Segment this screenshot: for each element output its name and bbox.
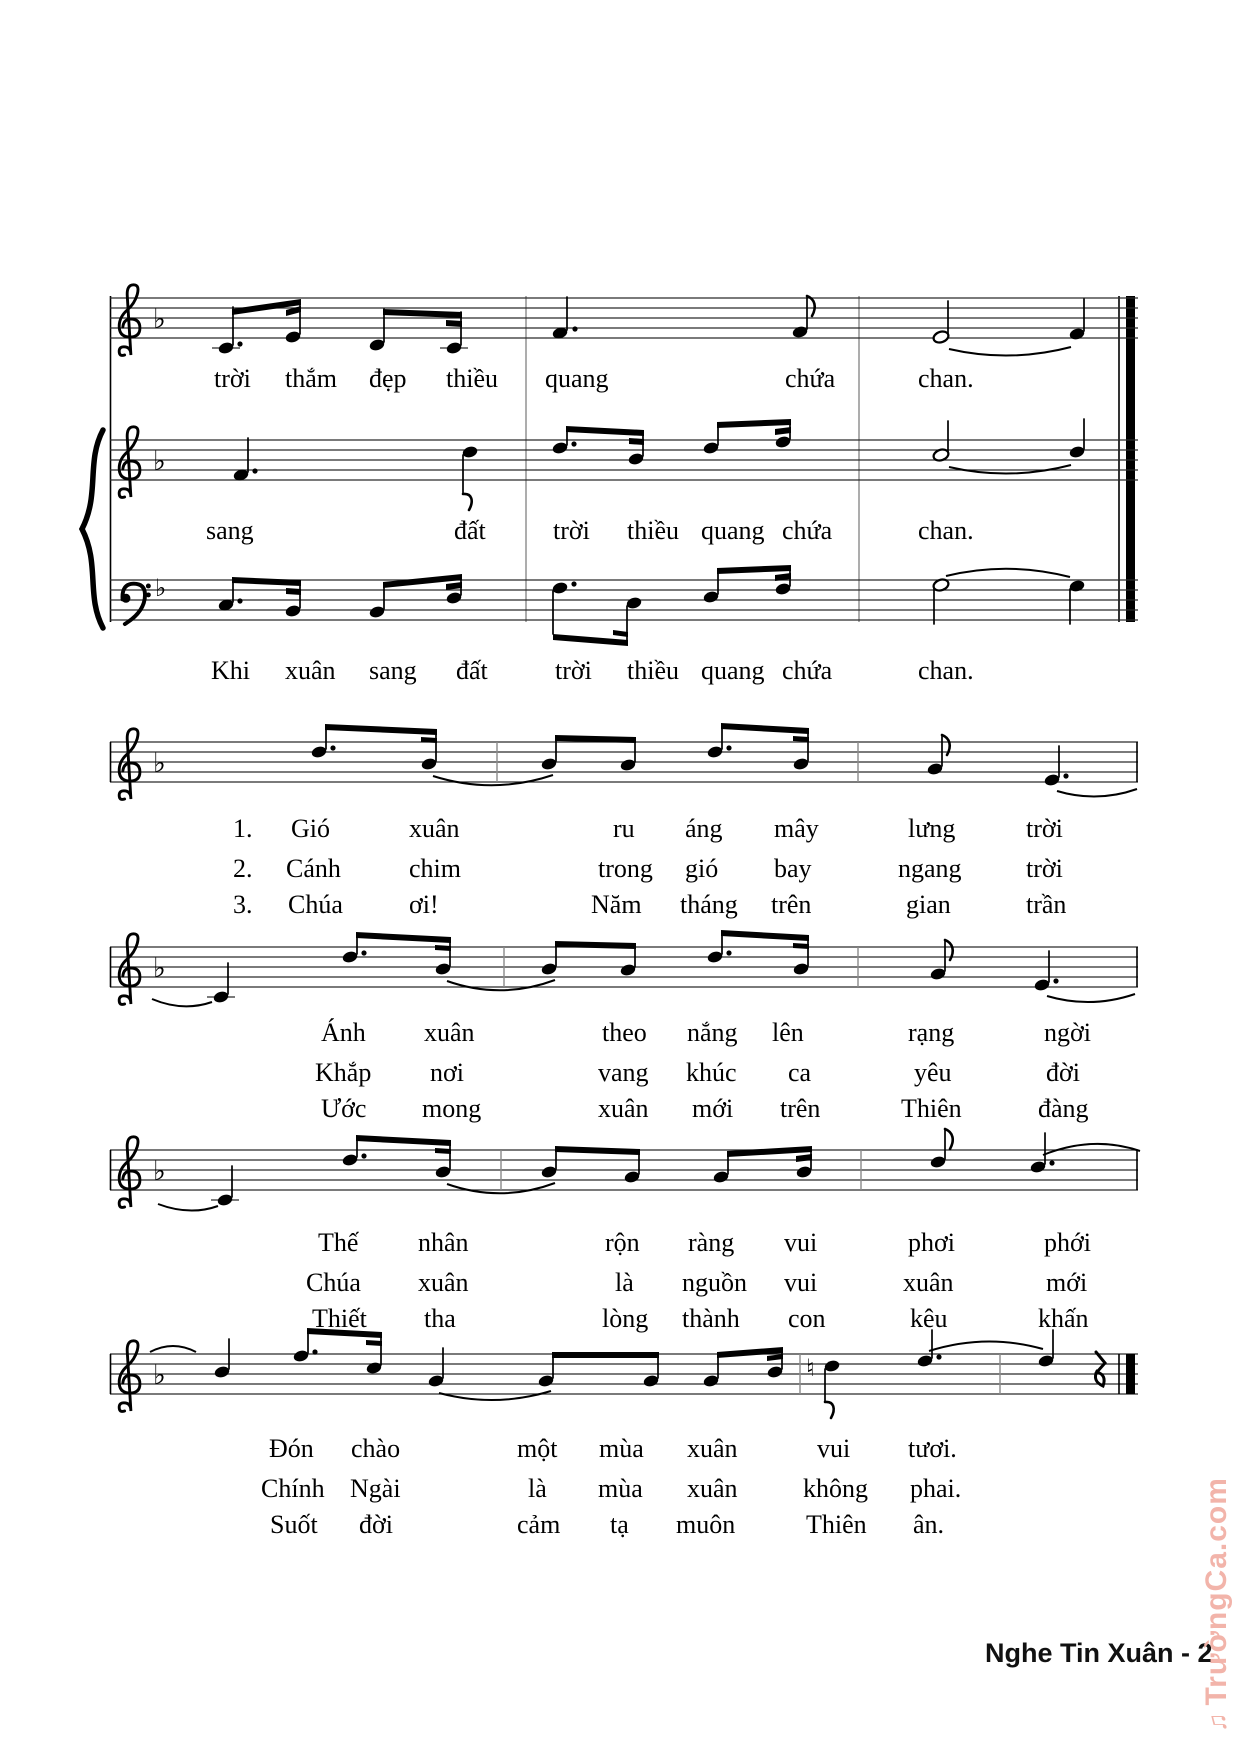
flat-sign-icon: ♭ [153,1360,166,1391]
notes-verse1 [310,723,1137,797]
notes-verse4 [150,1328,1105,1418]
music-note-icon: ♫ [1202,1711,1232,1732]
lyric-syllable: chứa [782,656,833,685]
lyric-syllable: Chúa [288,890,343,919]
lyric-syllable: thiều [627,516,679,545]
flat-sign-icon: ♭ [153,748,166,779]
lyric-syllable: trong [598,854,653,883]
lyric-syllable: Thế [318,1228,359,1257]
lyric-syllable: rộn [605,1228,640,1257]
lyric-syllable: áng [685,814,723,843]
lyric-syllable: sang [369,656,417,685]
lyric-syllable: xuân [409,814,460,843]
staff-verse1 [110,723,1138,799]
lyric-syllable: mới [692,1094,734,1123]
lyric-syllable: trên [780,1094,821,1123]
lyric-syllable: mong [422,1094,482,1123]
lyric-syllable: quang [545,364,609,393]
lyric-syllable: chan. [918,656,974,685]
notes-voice3 [217,565,1085,646]
lyric-syllable: Thiên [901,1094,962,1123]
lyric-syllable: đẹp [369,364,407,393]
lyric-syllable: yêu [914,1058,952,1087]
lyric-syllable: chứa [785,364,836,393]
lyric-syllable: Ngài [350,1474,401,1503]
flat-sign-icon: ♭ [153,446,166,477]
lyric-syllable: nắng [687,1018,738,1047]
lyric-syllable: Thiết [312,1304,367,1333]
lyric-syllable: Khi [211,656,250,685]
staff-voice2 [110,419,1138,510]
lyric-syllable: nơi [430,1058,464,1087]
staff-verse3 [110,1129,1140,1211]
lyric-syllable: ơi! [409,890,439,919]
lyric-syllable: đời [1046,1058,1080,1087]
lyric-syllable: ân. [913,1510,945,1539]
lyric-syllable: ràng [688,1228,735,1257]
lyric-syllable: con [788,1304,826,1333]
lyric-syllable: phới [1044,1228,1091,1257]
lyric-syllable: kêu [910,1304,948,1333]
staff-voice3 [110,565,1138,646]
flat-sign-icon: ♭ [155,574,167,602]
lyric-syllable: sang [206,516,254,545]
final-barline-thick [1126,1354,1135,1394]
verse-number: 3. [233,890,253,919]
grand-staff-system [82,285,1138,646]
lyric-syllable: ngời [1044,1018,1091,1047]
lyric-syllable: chan. [918,364,974,393]
lyric-syllable: thắm [285,364,337,393]
watermark-text: TrườngCa.com [1200,1477,1233,1706]
lyric-syllable: đất [454,516,486,545]
lyric-syllable: lòng [602,1304,649,1333]
lyric-syllable: ca [788,1058,812,1087]
notes-voice1 [212,296,1086,356]
lyric-syllable: xuân [687,1474,738,1503]
lyric-syllable: Chính [261,1474,325,1503]
treble-clef-icon [119,285,140,356]
verse-number: 2. [233,854,253,883]
lyric-syllable: phơi [908,1228,955,1257]
lyric-syllable: nguồn [682,1268,747,1297]
flat-sign-icon: ♭ [153,304,166,335]
lyric-syllable: khúc [686,1058,737,1087]
lyric-syllable: gió [685,854,719,883]
lyric-syllable: thiều [446,364,498,393]
lyric-syllable: tươi. [908,1434,957,1463]
lyric-syllable: là [615,1268,634,1297]
lyric-syllable: Thiên [806,1510,867,1539]
lyric-syllable: chào [351,1434,401,1463]
lyric-syllable: chan. [918,516,974,545]
staff-voice1 [110,285,1138,356]
lyric-syllable: muôn [676,1510,736,1539]
lyric-syllable: đất [456,656,488,685]
lyric-syllable: Ánh [321,1018,366,1047]
lyric-syllable: xuân [903,1268,954,1297]
lyric-syllable: Cánh [286,854,341,883]
natural-sign-icon: ♮ [806,1354,815,1382]
lyric-syllable: theo [602,1018,647,1047]
lyric-syllable: tháng [680,890,738,919]
lyric-syllable: cảm [517,1510,561,1539]
lyric-syllable: mùa [598,1474,643,1503]
song-title-footer: Nghe Tin Xuân - 2 [985,1638,1213,1668]
watermark [1200,1432,1234,1732]
quarter-rest-icon [1095,1352,1105,1386]
lyric-syllable: đời [359,1510,393,1539]
lyric-syllable: Đón [269,1434,314,1463]
lyric-syllable: trời [214,364,251,393]
lyric-syllable: ru [613,814,635,843]
lyric-syllable: rạng [908,1018,955,1047]
lyric-syllable: xuân [687,1434,738,1463]
lyric-syllable: bay [774,854,812,883]
lyric-syllable: lưng [908,814,956,843]
lyric-syllable: vang [598,1058,649,1087]
lyric-syllable: chim [409,854,461,883]
lyric-syllable: xuân [424,1018,475,1047]
staff-verse2 [110,930,1138,1006]
lyric-syllable: Khắp [315,1058,372,1087]
lyric-syllable: đàng [1038,1094,1089,1123]
lyric-syllable: mùa [599,1434,644,1463]
lyric-syllable: trên [771,890,812,919]
lyric-syllable: quang [701,516,765,545]
lyric-syllable: Chúa [306,1268,361,1297]
lyric-syllable: trời [1026,814,1063,843]
lyric-syllable: trời [553,516,590,545]
lyric-syllable: xuân [598,1094,649,1123]
verse-number: 1. [233,814,253,843]
lyric-syllable: xuân [418,1268,469,1297]
lyric-syllable: trời [555,656,592,685]
lyric-syllable: mới [1046,1268,1088,1297]
lyric-syllable: xuân [285,656,336,685]
treble-clef-icon [119,1137,140,1208]
lyric-syllable: tha [424,1304,456,1333]
lyric-syllable: vui [817,1434,851,1463]
lyric-syllable: tạ [610,1510,629,1539]
notes-voice2 [232,419,1085,510]
lyric-syllable: vui [784,1228,818,1257]
treble-clef-icon [119,934,140,1005]
lyric-syllable: quang [701,656,765,685]
lyric-syllable: ngang [898,854,962,883]
lyric-syllable: Suốt [270,1510,318,1539]
system-brace [82,430,103,628]
lyric-syllable: phai. [910,1474,962,1503]
lyric-syllable: nhân [418,1228,469,1257]
lyric-syllable: mây [774,814,819,843]
notes-verse2 [152,930,1135,1006]
flat-sign-icon: ♭ [153,1156,166,1187]
lyric-syllable: chứa [782,516,833,545]
lyric-syllable: khấn [1038,1304,1089,1333]
flat-sign-icon: ♭ [153,953,166,984]
treble-clef-icon [119,1341,140,1412]
final-barline-thick [1126,296,1135,622]
lyric-syllable: lên [772,1018,804,1047]
lyric-syllable: trần [1026,890,1067,919]
lyric-syllable: Gió [291,814,330,843]
treble-clef-icon [119,427,140,498]
lyric-syllable: Ước [321,1094,367,1123]
lyric-syllable: một [517,1434,558,1463]
lyric-syllable: là [528,1474,547,1503]
lyric-syllable: thiều [627,656,679,685]
staff-verse4 [110,1328,1138,1418]
lyric-syllable: thành [682,1304,740,1333]
lyric-syllable: trời [1026,854,1063,883]
lyric-syllable: gian [906,890,951,919]
lyric-syllable: không [803,1474,868,1503]
lyric-syllable: Năm [591,890,642,919]
treble-clef-icon [119,729,140,800]
lyric-syllable: vui [784,1268,818,1297]
